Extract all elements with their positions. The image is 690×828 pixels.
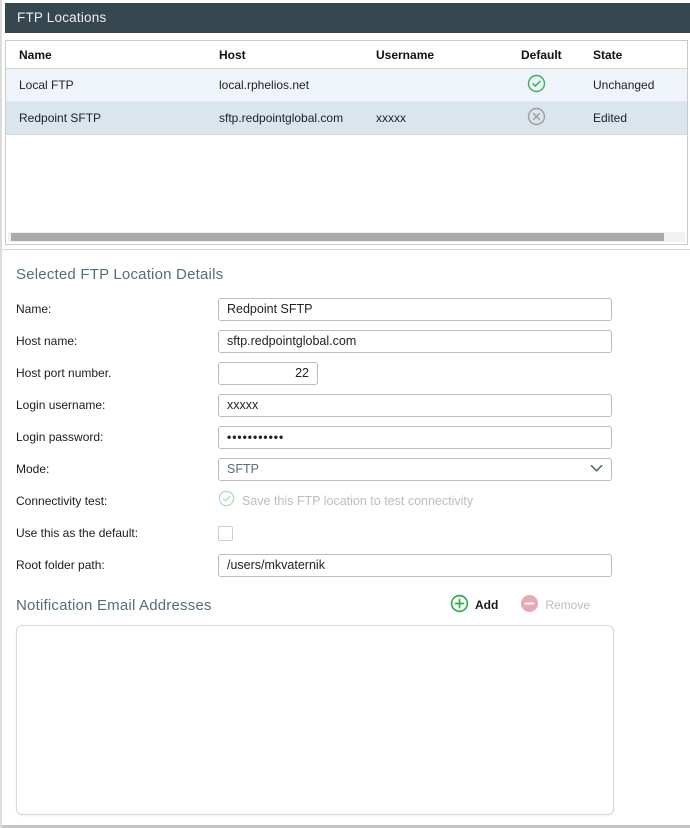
username-label: Login username:: [16, 398, 106, 412]
selected-location-details: [2, 249, 690, 828]
ftp-locations-table: [5, 40, 688, 245]
connectivity-message: Save this FTP location to test connectivity: [242, 494, 474, 508]
cell-default: [521, 74, 593, 96]
add-button-label: Add: [474, 598, 499, 612]
use-default-row: [16, 521, 690, 545]
table-header-row: [6, 41, 687, 69]
root-path-label: Root folder path:: [16, 558, 105, 572]
table-row[interactable]: [6, 69, 687, 102]
x-circle-icon: [521, 107, 546, 129]
cell-name: Redpoint SFTP: [19, 111, 102, 125]
port-row: [16, 361, 690, 385]
password-label: Login password:: [16, 430, 104, 444]
mode-select[interactable]: [218, 458, 612, 481]
column-header-username: Username: [376, 47, 435, 62]
cell-host: sftp.redpointglobal.com: [219, 111, 344, 125]
cell-state: Edited: [593, 111, 628, 125]
check-circle-icon: [521, 74, 546, 96]
remove-email-button[interactable]: [520, 594, 590, 616]
use-default-label: Use this as the default:: [16, 526, 139, 540]
port-field[interactable]: [218, 362, 318, 385]
scrollbar-thumb[interactable]: [11, 233, 664, 241]
remove-button-label: Remove: [545, 598, 590, 612]
column-header-default: Default: [521, 47, 562, 62]
host-row: [16, 329, 690, 353]
minus-circle-icon: [520, 594, 539, 616]
port-label: Host port number.: [16, 366, 112, 380]
mode-row: [16, 457, 690, 481]
details-heading: Selected FTP Location Details: [16, 266, 224, 283]
add-email-button[interactable]: [450, 594, 498, 616]
cell-state: Unchanged: [593, 78, 655, 92]
connectivity-status: [218, 490, 473, 512]
email-buttons: [450, 594, 614, 616]
details-form: [16, 297, 690, 577]
cell-name: Local FTP: [19, 78, 74, 92]
plus-circle-icon: [450, 594, 469, 616]
password-field[interactable]: [218, 426, 612, 449]
horizontal-scrollbar[interactable]: [8, 232, 685, 242]
column-header-name: Name: [19, 47, 52, 62]
password-row: [16, 425, 690, 449]
use-default-checkbox[interactable]: [218, 526, 233, 541]
root-path-field[interactable]: [218, 554, 612, 577]
mode-label: Mode:: [16, 462, 50, 476]
panel-title: FTP Locations: [5, 3, 690, 33]
name-label: Name:: [16, 302, 52, 316]
email-address-list[interactable]: [16, 625, 614, 815]
email-heading: Notification Email Addresses: [16, 596, 212, 614]
mode-selected-value: SFTP: [227, 462, 259, 476]
cell-host: local.rphelios.net: [219, 78, 310, 92]
username-row: [16, 393, 690, 417]
column-header-state: State: [593, 47, 623, 62]
column-header-host: Host: [219, 47, 246, 62]
check-circle-outline-icon: [218, 490, 235, 512]
cell-default: [521, 107, 593, 129]
connectivity-label: Connectivity test:: [16, 494, 108, 508]
table-row-selected[interactable]: [6, 102, 687, 135]
cell-username: xxxxx: [376, 111, 406, 125]
name-field[interactable]: [218, 298, 612, 321]
host-label: Host name:: [16, 334, 78, 348]
email-section-header: [16, 594, 614, 616]
name-row: [16, 297, 690, 321]
connectivity-row: [16, 489, 690, 513]
host-field[interactable]: [218, 330, 612, 353]
root-path-row: [16, 553, 690, 577]
username-field[interactable]: [218, 394, 612, 417]
chevron-down-icon: [590, 460, 603, 478]
